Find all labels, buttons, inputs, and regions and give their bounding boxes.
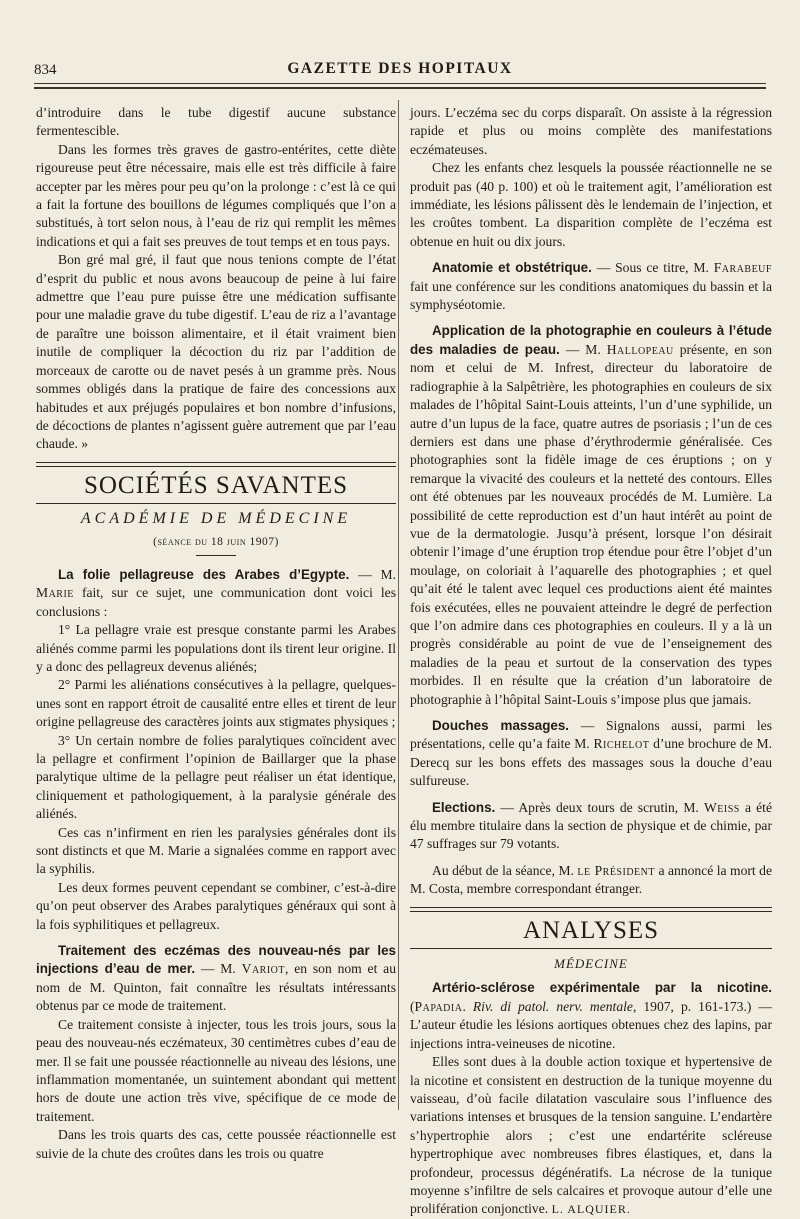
section-rule	[36, 462, 396, 467]
article-title: Anatomie et obstétrique.	[432, 260, 592, 276]
paragraph: Bon gré mal gré, il faut que nous tenions compte de l’état d’esprit du public et nous avons beaucoup de peine à lui faire admettre que l’eau pure puisse être une médication suffisante pour une maladie grave du tube digestif. L’eau de riz a l’avantage de paraître une boisson alimentaire, et il était vraiment bien inutile de compliquer la décoction du riz par l’addition de morceaux de carotte ou de navet pesés à un gramme près. Nous sommes obligés dans la pratique de faire des concessions aux habitudes et aux préjugés populaires et bon nombre d’infusions, de décoctions de plantes n’agissent guère autrement que par l’eau chaude. »	[36, 252, 396, 452]
column-divider	[398, 100, 399, 1110]
article-anatomie: Anatomie et obstétrique. — Sous ce titre, M. Farabeuf fait une conférence sur les conditions anatomiques du bassin et la symphyséotomie.	[410, 260, 772, 313]
left-column	[36, 104, 396, 1163]
page-number: 834	[34, 62, 57, 78]
paragraph: 3° Un certain nombre de folies paralytiques coïncident avec la pellagre et confirment l’opinion de Baillarger que la phase paralytique ultime de la pellagre peut réaliser un état identique, cliniquement et pathologiquement, à la paralysie générale des aliénés.	[36, 732, 396, 822]
section-rule	[36, 503, 396, 504]
paragraph: Ce traitement consiste à injecter, tous les trois jours, sous la peau des nouveau-nés eczémateux, 30 centimètres cubes d’eau de mer. Il se fait une poussée réactionnelle au niveau des lésions, une inflammation momentanée, un suintement abondant qui mettent hors de doute une action très vive, spécifique de ce mode de traitement.	[36, 1016, 396, 1124]
article-pellagre: La folie pellagreuse des Arabes d’Egypte. — M. Marie fait, sur ce sujet, une communication dont voici les conclusions :	[36, 566, 396, 619]
article-title: La folie pellagreuse des Arabes d’Egypte.	[58, 566, 350, 582]
header-rule-top	[34, 83, 766, 84]
subsection-heading: MÉDECINE	[554, 956, 628, 972]
paragraph: Chez les enfants chez lesquels la poussée réactionnelle ne se produit pas (40 p. 100) et où le traitement agit, l’amélioration est immédiate, les lésions pâlissent dès le lendemain de l’injection, et les croûtes tombent. La disparition complète de l’eczéma est obtenue en huit ou dix jours.	[410, 160, 772, 249]
author-name: Hallopeau	[606, 341, 674, 357]
author-name: Papadia	[414, 998, 463, 1014]
author-name: Marie	[36, 585, 74, 601]
author-name: Weiss	[703, 799, 740, 815]
right-column	[410, 104, 772, 1219]
academy-heading: ACADÉMIE DE MÉDECINE	[80, 510, 352, 528]
author-name: Variot	[241, 961, 285, 977]
paragraph: jours. L’eczéma sec du corps disparaît. On assiste à la régression rapide et plus ou moins complète des manifestations eczémateuses.	[410, 105, 772, 157]
paragraph: Dans les formes très graves de gastro-entérites, cette diète rigoureuse peut être nécessaire, mais elle est très difficile à faire accepter par les mères pour peu qu’on la prolonge : c’est là ce qui a fait la fortune des bouillons de légumes compliqués que l’on a substitués, à tort selon nous, à l’eau de riz qui remplit les mêmes indications et qui a fait ses preuves de tout temps et en tous pays.	[36, 141, 396, 249]
author-name: Farabeuf	[713, 260, 772, 276]
article-eczema: Traitement des eczémas des nouveau-nés par les injections d’eau de mer. — M. Variot, en son nom et au nom de M. Quinton, fait connaître les résultats intéressants obtenus par ce mode de traitement.	[36, 943, 397, 1014]
article-elections: Elections. — Après deux tours de scrutin, M. Weiss a été élu membre titulaire dans la section de physique et de chimie, par 47 suffrages sur 79 votants.	[410, 799, 772, 852]
article-title: Artério-sclérose expérimentale par la nicotine.	[432, 980, 772, 996]
section-rule	[410, 948, 772, 949]
session-date: (séance du 18 juin 1907)	[153, 535, 279, 548]
paragraph: 2° Parmi les aliénations consécutives à la pellagre, quelques-unes sont en rapport étroit de causalité entre elles et tirent de leur origine pellagreuse des caractères joints aux stigmates physiques ;	[36, 677, 396, 730]
article-title: Traitement des eczémas des nouveau-nés par les injections d’eau de mer.	[36, 943, 396, 977]
author-name: Richelot	[593, 736, 650, 752]
signature: L. ALQUIER.	[551, 1202, 631, 1217]
running-header	[34, 58, 766, 80]
paragraph: d’introduire dans le tube digestif aucune substance fermentescible.	[36, 105, 396, 139]
article-title: Douches massages.	[432, 718, 570, 733]
short-rule	[196, 555, 236, 556]
section-heading: ANALYSES	[522, 916, 660, 944]
paragraph: Les deux formes peuvent cependant se combiner, c’est-à-dire qu’on peut observer des Arabes paralytiques généraux qui sont à la fois syphilitiques et pellagreux.	[36, 879, 396, 932]
article-title: Application de la photographie en couleurs à l’étude des maladies de peau.	[410, 323, 772, 357]
article-title: Elections.	[432, 799, 496, 815]
article-douches: Douches massages. — Signalons aussi, parmi les présentations, celle qu’a faite M. Richelot d’une brochure de M. Derecq sur les bons effets des massages sous la douche d’eau sulfureuse.	[410, 718, 773, 789]
paragraph: Ces cas n’infirment en rien les paralysies générales dont ils sont distincts et que M. Marie a signalées comme en rapport avec la syphilis.	[36, 824, 396, 877]
journal-reference: Riv. di patol. nerv. mentale	[472, 998, 633, 1014]
paragraph: Dans les trois quarts des cas, cette poussée réactionnelle est suivie de la chute des croûtes dans les trois ou quatre	[36, 1127, 396, 1161]
paragraph-president: Au début de la séance, M. le Président a annoncé la mort de M. Costa, membre correspondant étranger.	[410, 862, 772, 897]
article-photographie: Application de la photographie en couleurs à l’étude des maladies de peau. — M. Hallopeau présente, en son nom et celui de M. Infrest, directeur du laboratoire de radiographie à la Salpêtrière, les photographies en couleurs de six malades de l’hôpital Saint-Louis atteints, l’un d’une syphilide, un autre d’un lupus de la face, quatre autres de psoriasis ; l’un de ces derniers est dans une phase d’érythrodermie généralisée. Ces photographies sont la fidèle image de ces éruptions ; on y remarque la vivacité des couleurs et la netteté des contours. Elles ont été obtenues par les nouveaux procédés de M. Lumière. La possibilité de cette reproduction est d’un haut intérêt au point de vue de la dermatologie. Jusqu’à présent, lorsque l’on désirait obtenir l’image d’une éruption trop étendue pour être l’objet d’un moulage, on coloriait à l’aquarelle des photographies ; et quel qu’ait été le talent avec lequel ces productions aient été maintes fois exécutées, elles ne pouvaient atteindre le degré de perfection que l’on admire dans ces photographies en couleurs. Il y a là un progrès considérable au point de vue de l’enseignement des maladies de la peau et surtout de la conservation des types morbides. Il en résulte que la création d’un laboratoire de photographie à l’hôpital Saint-Louis s’impose plus que jamais.	[410, 323, 772, 707]
section-heading: SOCIÉTÉS SAVANTES	[83, 471, 349, 499]
paragraph: 1° La pellagre vraie est presque constante parmi les Arabes aliénés comme parmi les populations dont ils tirent leur origine. Il y a donc des pellagreux devenus aliénés;	[36, 622, 396, 674]
paragraph: Elles sont dues à la double action toxique et hypertensive de la nicotine et consistent en destruction de la tunique moyenne du vaisseau, d’où facile dilatation vasculaire sous l’influence des variations intenses et brusques de la tension sanguine. L’endartère s’hypertrophie alors ; c’est une endartérite scléreuse hypertrophique avec nombreuses fibres élastiques, et, dans la profondeur, processus dégénératifs. La nécrose de la tunique moyenne s’infiltre de sels calcaires et provoque autour d’elle une prolifération conjonctive. L. ALQUIER.	[410, 1054, 772, 1217]
section-rule	[410, 907, 772, 912]
header-rule-bottom	[34, 87, 766, 89]
journal-title: GAZETTE DES HOPITAUX	[287, 60, 513, 77]
article-arterio-sclerose: Artério-sclérose expérimentale par la nicotine. (Papadia. Riv. di patol. nerv. mentale, 1907, p. 161-173.) — L’auteur étudie les lésions aortiques obtenues chez des lapins, par injections intra-veineuses de nicotine.	[410, 980, 773, 1051]
